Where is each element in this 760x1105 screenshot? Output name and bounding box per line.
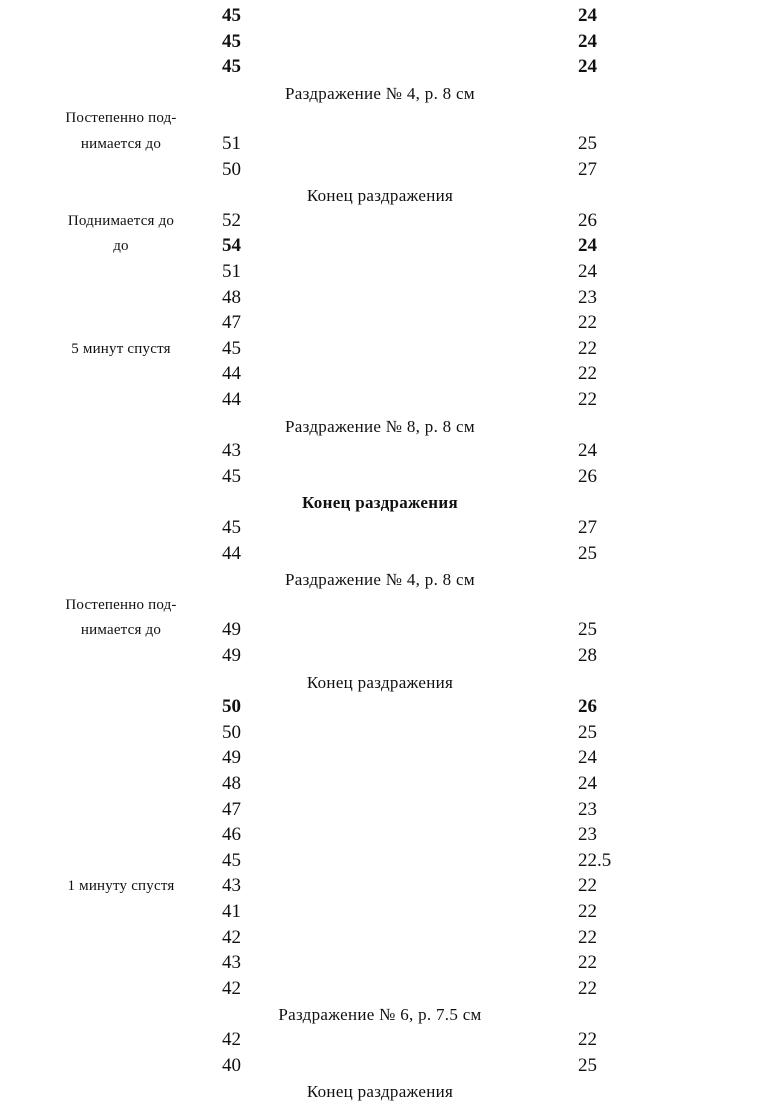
value-b: 23	[578, 286, 597, 308]
value-a: 42	[222, 1029, 241, 1050]
value-a: 45	[222, 517, 241, 538]
note-text: нимается до	[80, 136, 162, 152]
data-row	[0, 850, 760, 875]
value-b: 22.5	[578, 849, 612, 871]
data-row	[0, 1029, 760, 1054]
data-row	[0, 543, 760, 568]
stimulus-caption-row	[0, 184, 760, 209]
value-b: 27	[578, 517, 597, 538]
value-b: 22	[578, 312, 597, 334]
stimulus-caption-row	[0, 1080, 760, 1105]
value-b: 22	[578, 952, 597, 974]
value-a: 45	[222, 465, 241, 487]
data-row	[0, 159, 760, 184]
caption-text: Конец раздражения	[306, 1082, 454, 1102]
data-row	[0, 235, 760, 260]
data-row	[0, 824, 760, 849]
data-row	[0, 56, 760, 81]
value-a: 47	[222, 312, 241, 334]
value-b: 25	[578, 542, 597, 564]
value-a: 44	[222, 363, 241, 385]
value-b: 24	[578, 235, 597, 257]
data-row	[0, 927, 760, 952]
data-row	[0, 210, 760, 235]
caption-text: Раздражение № 4, р. 8 см	[285, 570, 475, 590]
data-row	[0, 773, 760, 798]
value-b: 26	[578, 696, 597, 718]
data-row	[0, 901, 760, 926]
caption-text: Раздражение № 4, р. 8 см	[285, 83, 475, 103]
note-text: нимается до	[80, 622, 162, 639]
caption-text: Раздражение № 6, р. 7.5 см	[278, 1005, 482, 1025]
data-row	[0, 1055, 760, 1080]
value-a: 43	[222, 875, 241, 897]
data-row	[0, 645, 760, 670]
value-b: 25	[578, 1054, 597, 1076]
value-a: 51	[222, 261, 241, 282]
stimulus-caption-row	[0, 568, 760, 593]
note-text: Поднимается до	[67, 212, 175, 229]
value-a: 43	[222, 440, 241, 462]
value-a: 41	[222, 901, 241, 922]
stimulus-caption-row	[0, 415, 760, 440]
value-b: 22	[578, 926, 597, 948]
value-b: 28	[578, 645, 597, 666]
value-a: 42	[222, 977, 241, 999]
caption-text: Раздражение № 8, р. 8 см	[285, 416, 475, 436]
data-row	[0, 696, 760, 721]
value-b: 22	[578, 363, 597, 385]
value-a: 50	[222, 696, 241, 718]
value-a: 50	[222, 158, 241, 180]
stimulus-caption-row	[0, 82, 760, 107]
value-a: 45	[222, 30, 241, 52]
value-a: 45	[222, 56, 241, 78]
value-b: 22	[578, 1029, 597, 1050]
data-row	[0, 747, 760, 772]
data-row	[0, 440, 760, 465]
value-b: 22	[578, 901, 597, 922]
data-row	[0, 5, 760, 30]
data-row	[0, 133, 760, 158]
stimulus-caption-row	[0, 1003, 760, 1028]
value-b: 24	[578, 30, 597, 52]
value-b: 24	[578, 773, 597, 794]
value-a: 47	[222, 798, 241, 820]
note-text: до	[113, 238, 129, 255]
caption-text: Конец раздражения	[302, 493, 458, 513]
value-b: 24	[578, 440, 597, 462]
data-row	[0, 287, 760, 312]
data-row	[0, 517, 760, 542]
data-row	[0, 594, 760, 619]
note-text: Постепенно под-	[65, 596, 177, 613]
data-row	[0, 978, 760, 1003]
note-text: 5 минут спустя	[71, 340, 171, 357]
data-row	[0, 799, 760, 824]
value-b: 24	[578, 5, 597, 26]
value-b: 22	[578, 337, 597, 359]
value-a: 43	[222, 952, 241, 974]
value-a: 52	[222, 209, 241, 231]
value-b: 25	[578, 619, 597, 641]
value-b: 22	[578, 389, 597, 410]
data-row	[0, 363, 760, 388]
value-b: 26	[578, 209, 597, 231]
value-a: 48	[222, 286, 241, 308]
value-b: 24	[578, 56, 597, 78]
value-a: 44	[222, 542, 241, 564]
value-b: 23	[578, 824, 597, 846]
data-row	[0, 389, 760, 414]
data-row	[0, 619, 760, 644]
data-row	[0, 31, 760, 56]
value-a: 49	[222, 645, 241, 666]
data-row	[0, 107, 760, 132]
value-a: 49	[222, 747, 241, 769]
value-a: 45	[222, 337, 241, 359]
value-b: 25	[578, 721, 597, 743]
data-row	[0, 312, 760, 337]
value-b: 23	[578, 798, 597, 820]
data-row	[0, 952, 760, 977]
data-row	[0, 338, 760, 363]
data-row	[0, 261, 760, 286]
value-a: 49	[222, 619, 241, 641]
caption-text: Конец раздражения	[306, 672, 454, 692]
value-a: 40	[222, 1054, 241, 1076]
value-a: 48	[222, 773, 241, 794]
value-a: 54	[222, 235, 241, 257]
value-b: 26	[578, 465, 597, 487]
value-b: 25	[578, 133, 597, 154]
value-b: 27	[578, 158, 597, 180]
value-a: 45	[222, 5, 241, 26]
caption-text: Конец раздражения	[306, 186, 454, 206]
data-row	[0, 466, 760, 491]
note-text: 1 минуту спустя	[67, 878, 175, 895]
data-row	[0, 875, 760, 900]
value-a: 45	[222, 849, 241, 871]
value-a: 44	[222, 389, 241, 410]
value-b: 22	[578, 977, 597, 999]
value-a: 51	[222, 133, 241, 154]
stimulus-caption-row	[0, 671, 760, 696]
value-a: 50	[222, 721, 241, 743]
value-b: 24	[578, 261, 597, 282]
data-row	[0, 722, 760, 747]
value-a: 46	[222, 824, 241, 846]
note-text: Постепенно под-	[65, 110, 177, 127]
stimulus-caption-row	[0, 491, 760, 516]
value-b: 24	[578, 747, 597, 769]
value-b: 22	[578, 875, 597, 897]
value-a: 42	[222, 926, 241, 948]
